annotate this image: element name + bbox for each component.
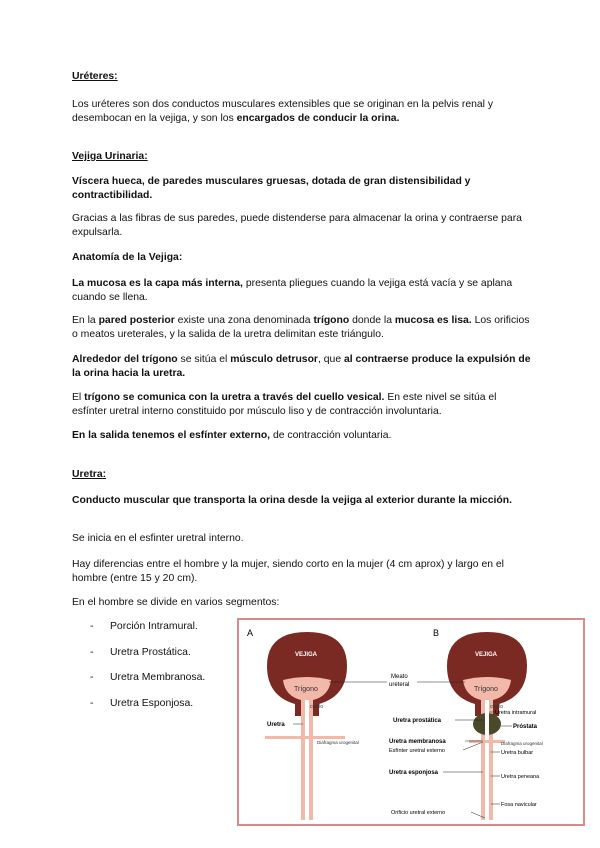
list-item: - Uretra Esponjosa. <box>90 697 194 709</box>
cuello-a-label: cuello <box>310 704 324 710</box>
panel-a-label: A <box>247 628 254 638</box>
trigono-b-label: Trígono <box>474 686 498 693</box>
meato-label-1: Meato <box>391 674 408 680</box>
cuello-b-label: cuello <box>490 704 504 710</box>
uretra-bulbar-label: Uretra bulbar <box>501 750 534 756</box>
list-item: - Porción Intramural. <box>90 621 198 632</box>
meato-label-2: ureteral <box>389 682 410 688</box>
cuello-paragraph: El trígono se comunica con la uretra a través del cuello vesical. En este nivel se sitúa el esfínter uretral interno constituido por músculo liso y de contracción involuntaria. <box>72 392 497 417</box>
diafragma-b-label: Diafragma urogenital <box>501 741 543 746</box>
vejiga-paragraph: Gracias a las fibras de sus paredes, puede distenderse para almacenar la orina y contraerse para expulsarla. <box>72 213 522 238</box>
esfinter-label: Esfínter uretral externo <box>389 748 445 754</box>
heading-ureteres: Uréteres: <box>72 71 118 82</box>
document-body <box>72 70 532 84</box>
uretra-label: Uretra <box>267 722 285 728</box>
uretra-esponjosa-label: Uretra esponjosa <box>389 770 439 776</box>
panel-b-label: B <box>433 628 440 638</box>
mucosa-paragraph: La mucosa es la capa más interna, presenta pliegues cuando la vejiga está vacía y se aplana cuando se llena. <box>72 278 513 303</box>
ureteres-paragraph: Los uréteres son dos conductos musculares extensibles que se originan en la pelvis renal y desembocan en la vejiga, y son los encargados de conducir la orina. <box>72 99 494 124</box>
vejiga-definition: Víscera hueca, de paredes musculares gruesas, dotada de gran distensibilidad y contractibilidad. <box>72 176 471 201</box>
segment-list <box>90 620 205 722</box>
diafragma-a-label: Diafragma urogenital <box>317 740 359 745</box>
uretra-membranosa-label: Uretra membranosa <box>389 739 446 745</box>
heading-anatomia: Anatomía de la Vejiga: <box>72 252 183 263</box>
uretra-definition: Conducto muscular que transporta la orina desde la vejiga al exterior durante la micción. <box>72 495 512 506</box>
pared-paragraph: En la pared posterior existe una zona denominada trígono donde la mucosa es lisa. Los orificios o meatos ureterales, y la salida de la uretra delimitan este triángulo. <box>72 315 530 340</box>
heading-vejiga: Vejiga Urinaria: <box>72 151 148 162</box>
heading-uretra: Uretra: <box>72 469 107 480</box>
prostata-label: Próstata <box>513 724 538 730</box>
list-item: - Uretra Membranosa. <box>90 672 206 683</box>
vejiga-b-label: VEJIGA <box>475 652 498 658</box>
urethra-anatomy-figure <box>237 618 585 826</box>
uretra-peneana-label: Uretra peneana <box>501 774 540 780</box>
uretra-intramural-label: Uretra intramural <box>495 710 537 716</box>
list-item: - Uretra Prostática. <box>90 646 191 658</box>
fosa-navicular-label: Fosa navicular <box>501 802 537 808</box>
uretra-paragraph-2: Hay diferencias entre el hombre y la mujer, siendo corto en la mujer (4 cm aprox) y largo en el hombre (entre 15 y 20 cm). <box>72 559 504 584</box>
orificio-label: Orificio uretral externo <box>391 810 446 816</box>
detrusor-paragraph: Alrededor del trígono se sitúa el músculo detrusor, que al contraerse produce la expulsión de la orina hacia la uretra. <box>72 354 531 379</box>
vejiga-a-label: VEJIGA <box>295 652 318 658</box>
salida-paragraph: En la salida tenemos el esfínter externo, de contracción voluntaria. <box>72 430 392 441</box>
uretra-paragraph-1: Se inicia en el esfinter uretral interno. <box>72 533 244 544</box>
uretra-paragraph-3: En el hombre se divide en varios segmentos: <box>72 597 280 608</box>
uretra-prostatica-label: Uretra prostática <box>393 718 442 724</box>
trigono-a-label: Trígono <box>294 686 318 693</box>
